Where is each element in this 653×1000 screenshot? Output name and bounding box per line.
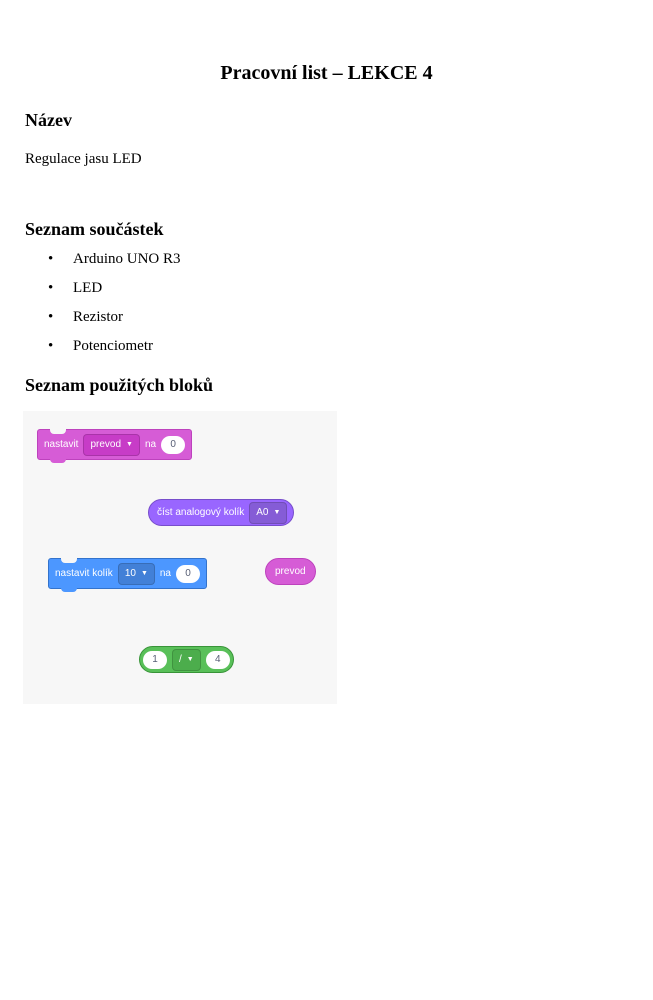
variable-dropdown[interactable] [83,434,140,456]
value-input[interactable]: 0 [161,436,185,454]
part-label: Arduino UNO R3 [73,251,181,267]
bullet-icon: • [48,251,54,267]
chevron-down-icon: ▼ [186,656,194,663]
part-label: Rezistor [73,309,123,325]
divide-block[interactable] [139,646,234,673]
block-label: nastavit [44,439,79,450]
bullet-icon: • [48,338,54,354]
block-label: na [159,568,171,579]
set-variable-block[interactable] [37,429,192,460]
chevron-down-icon: ▼ [140,570,148,577]
dropdown-value: 10 [124,568,136,579]
bullet-icon: • [48,280,54,296]
dropdown-value: prevod [90,439,122,450]
right-operand-input[interactable]: 4 [206,651,230,669]
block-label: nastavit kolík [55,568,113,579]
set-pin-block[interactable] [48,558,207,589]
part-label: Potenciometr [73,338,153,354]
list-item [48,336,181,365]
page-title: Pracovní list – LEKCE 4 [220,62,433,84]
dropdown-value: A0 [256,507,269,518]
operator-dropdown[interactable] [172,649,201,671]
analog-read-block[interactable] [148,499,294,526]
blocks-heading: Seznam použitých bloků [25,375,214,395]
bullet-icon: • [48,309,54,325]
variable-reporter-block[interactable] [265,558,316,585]
part-label: LED [73,280,103,296]
list-item [48,307,181,336]
list-item [48,249,181,278]
block-label: prevod [275,566,306,577]
left-operand-input[interactable]: 1 [143,651,167,669]
value-input[interactable]: 0 [176,565,200,583]
parts-list [48,249,181,365]
pin-dropdown[interactable] [118,563,155,585]
list-item [48,278,181,307]
block-label: na [144,439,157,450]
dropdown-value: / [179,654,182,665]
blocks-screenshot [23,411,337,704]
name-value: Regulace jasu LED [25,151,142,167]
name-heading: Název [25,110,72,130]
parts-heading: Seznam součástek [25,219,164,239]
chevron-down-icon: ▼ [273,509,281,516]
pin-dropdown[interactable] [249,502,287,524]
block-label: číst analogový kolík [157,507,245,518]
chevron-down-icon: ▼ [126,441,133,448]
